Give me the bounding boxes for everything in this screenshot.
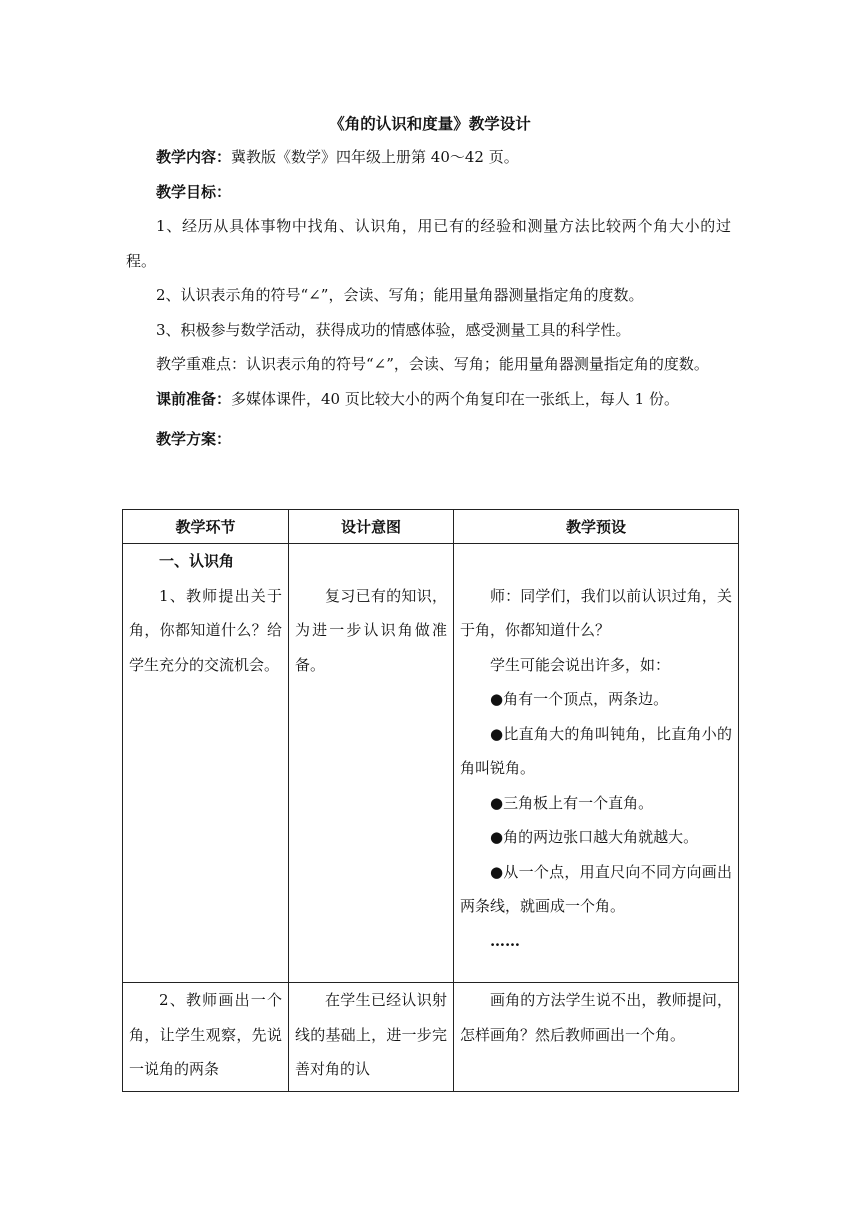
step-text: 2、教师画出一个角，让学生观察，先说一说角的两条 — [129, 991, 282, 1078]
objective-item: 3、积极参与数学活动，获得成功的情感体验，感受测量工具的科学性。 — [156, 320, 631, 339]
preset-line: ●比直角大的角叫钝角，比直角小的角叫锐角。 — [460, 724, 732, 777]
document-body — [126, 140, 731, 457]
intent-text: 复习已有的知识，为进一步认识角做准备。 — [295, 586, 447, 674]
preset-line: 师：同学们，我们以前认识过角，关于角，你都知道什么？ — [460, 586, 732, 639]
preset-line: ●三角板上有一个直角。 — [490, 793, 654, 812]
preparation-text: 多媒体课件，40 页比较大小的两个角复印在一张纸上，每人 1 份。 — [231, 389, 679, 408]
column-header: 教学环节 — [123, 510, 289, 544]
intent-text: 在学生已经认识射线的基础上，进一步完善对角的认 — [295, 991, 447, 1078]
preparation-label: 课前准备： — [156, 389, 232, 408]
document-title: 《角的认识和度量》教学设计 — [329, 115, 531, 133]
preset-line: ●角的两边张口越大角就越大。 — [490, 828, 699, 846]
column-header: 教学预设 — [454, 510, 739, 544]
preparation-paragraph — [126, 382, 731, 417]
intent-cell — [289, 983, 454, 1092]
intent-cell — [289, 544, 454, 983]
preset-cell — [454, 544, 739, 983]
plan-label: 教学方案： — [156, 430, 232, 448]
preset-line: 学生可能会说出许多，如： — [490, 655, 671, 674]
preset-cell — [454, 983, 739, 1092]
objective-item: 2、认识表示角的符号“∠”，会读、写角；能用量角器测量指定角的度数。 — [156, 286, 644, 304]
plan-table — [122, 509, 739, 1092]
content-text: 冀教版《数学》四年级上册第 40～42 页。 — [231, 148, 519, 166]
step-cell — [123, 983, 289, 1092]
objectives-label: 教学目标： — [156, 182, 232, 201]
column-header: 设计意图 — [289, 510, 454, 544]
preset-line: ●从一个点，用直尺向不同方向画出两条线，就画成一个角。 — [460, 862, 732, 915]
content-label: 教学内容： — [156, 148, 232, 166]
key-points: 教学重难点：认识表示角的符号“∠”，会读、写角；能用量角器测量指定角的度数。 — [156, 355, 709, 373]
preset-line: ●角有一个顶点，两条边。 — [490, 690, 669, 708]
preset-ellipsis: …… — [490, 931, 520, 950]
table-header-row — [123, 510, 739, 544]
step-cell — [123, 544, 289, 983]
step-text: 1、教师提出关于角，你都知道什么？给学生充分的交流机会。 — [129, 586, 282, 674]
table-row — [123, 544, 739, 983]
preset-line: 画角的方法学生说不出，教师提问，怎样画角？然后教师画出一个角。 — [460, 991, 732, 1044]
table-row — [123, 983, 739, 1092]
section-title: 一、认识角 — [159, 552, 235, 570]
objective-item: 1、经历从具体事物中找角、认识角，用已有的经验和测量方法比较两个角大小的过程。 — [126, 217, 731, 270]
content-paragraph — [126, 140, 731, 175]
